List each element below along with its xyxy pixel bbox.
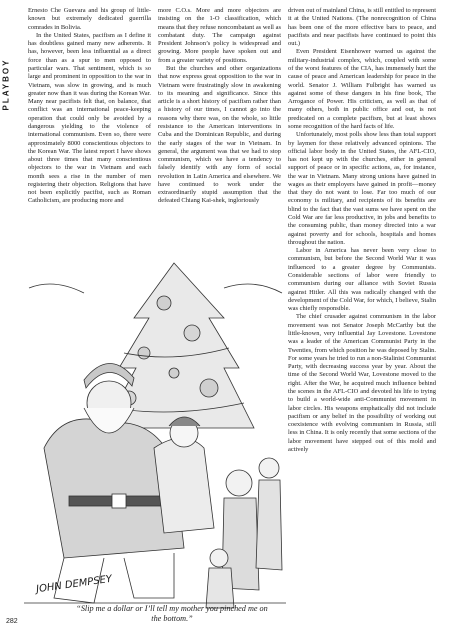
paragraph: more C.O.s. More and more objectors are insisting on the 1-O classification, which means that they refuse noncombatant as well as combatant duty. The campaign against President Johnson’s policy is widespread and growing. More people have spoken out and from a greater variety of positions. xyxy=(158,7,281,64)
paragraph: Unfortunately, most polls show less than total support by laymen for these relatively advanced opinions. The official labor body in the United States, the AFL-CIO, has not kept up with the churches, either in general support of peace or in specific actions, as, for instance, the war in Vietnam. Many strong unions have gained in wages as their employers have gained in profit—money that they do not want to lose. Far too much of our economy is military, and recipients of its benefits are blind to the fact that the vast sums we have spent on the Cold War are far less productive, in jobs and benefits to the consuming public, than money directed into a war against poverty and for schools, hospitals and homes throughout the nation. xyxy=(288,131,436,246)
santa-cartoon-illustration xyxy=(24,258,286,613)
text-column-3 xyxy=(288,7,436,454)
text-column-1 xyxy=(28,7,151,206)
paragraph: But the churches and other organizations that now express great opposition to the war in Vietnam were frustratingly slow in awakening to its meaning and significance. Since this article is a short history of pacifism rather than a history of our times, I cannot go into the reasons why there was, on the whole, so little resistance to the American interventions in Cuba and the Dominican Republic, and during the early stages of the war in Vietnam. In general, the argument was that we had to stop communism, which we have a tendency to falsely identify with any form of social revolution in Latin America and elsewhere. We have continued to work under the extraordinarily stupid assumption that the defeated Chiang Kai-shek, ingloriously xyxy=(158,64,281,205)
paragraph: driven out of mainland China, is still entitled to represent it at the United Nations. (The nonrecognition of China has been one of the more effective bars to peace, and pacifists and near pacifists have continued to point this out.) xyxy=(288,7,436,48)
magazine-name: PLAYBOY xyxy=(1,58,11,111)
paragraph: Labor in America has never been very close to communism, but before the Second World War it was influenced to a greater degree by Communists. Considerable sections of labor were friendly to communism during our alliance with Soviet Russia against Hitler. All this was radically changed with the development of the Cold War, for which, I believe, Stalin was chiefly responsible. xyxy=(288,247,436,313)
paragraph: Even President Eisenhower warned us against the military-industrial complex, which, coupled with some of the worst features of the CIA, has immensely hurt the cause of peace and American leadership for peace in the world. Senator J. William Fulbright has warned us against some of these dangers in his fine book, The Arrogance of Power. His criticism, as well as that of many others, both in public office and out, is not predicated on a complete pacifism, but at least shows some recognition of the hard facts of life. xyxy=(288,48,436,130)
paragraph: The chief crusader against communism in the labor movement was not Senator Joseph McCarthy but the little-known, very influential Jay Lovestone. Lovestone was a leader of the American Communist Party in the Twenties, from which position he was deposed by Stalin. For some years he tried to run a non-Stalinist Communist Party, with decreasing success year by year. About the time of the Second World War, Lovestone moved to the right. After the War, he acquired much influence behind the scenes in the AFL-CIO and devoted his life to trying to build a world-wide anti-Communist movement in labor circles. His weapons emphatically did not include pacifism or any belief in the possibility of working out coexistence with evolving communism in Russia, still less in China. It is only recently that some sections of the labor movement have stepped out of this mold and actively xyxy=(288,313,436,453)
text-column-2 xyxy=(158,7,281,206)
page-number: 282 xyxy=(6,618,18,625)
paragraph: Ernesto Che Guevara and his group of little-known but extremely dedicated guerrilla comrades in Bolivia. xyxy=(28,7,151,31)
cartoon-caption: “Slip me a dollar or I’ll tell my mother you pinched me on the bottom.” xyxy=(76,604,268,623)
artist-signature: JOHN DEMPSEY xyxy=(35,573,113,596)
magazine-sidebar xyxy=(1,40,16,140)
paragraph: In the United States, pacifism as I define it has doubtless gained many new adherents. It has, however, been less influential as a direct force than as a spur to men opposed to particular wars. That sentiment, which is so large and prominent in opposition to the war in Vietnam, was slow in growing, and is much greater now than it was during the Korean War. Many near pacifists felt that, on balance, that conflict was an international peace-keeping operation that could only be avoided by a dangerous yielding to the violence of international communism. Even so, there were approximately 8000 conscientious objectors to the Korean War. The latest report I have shows about three times that many conscientious objectors to the war in Vietnam and each month sees a rise in the number of men registering their objection. Religions that have not been explicitly pacifist, such as Roman Catholicism, are producing more and xyxy=(28,31,151,205)
